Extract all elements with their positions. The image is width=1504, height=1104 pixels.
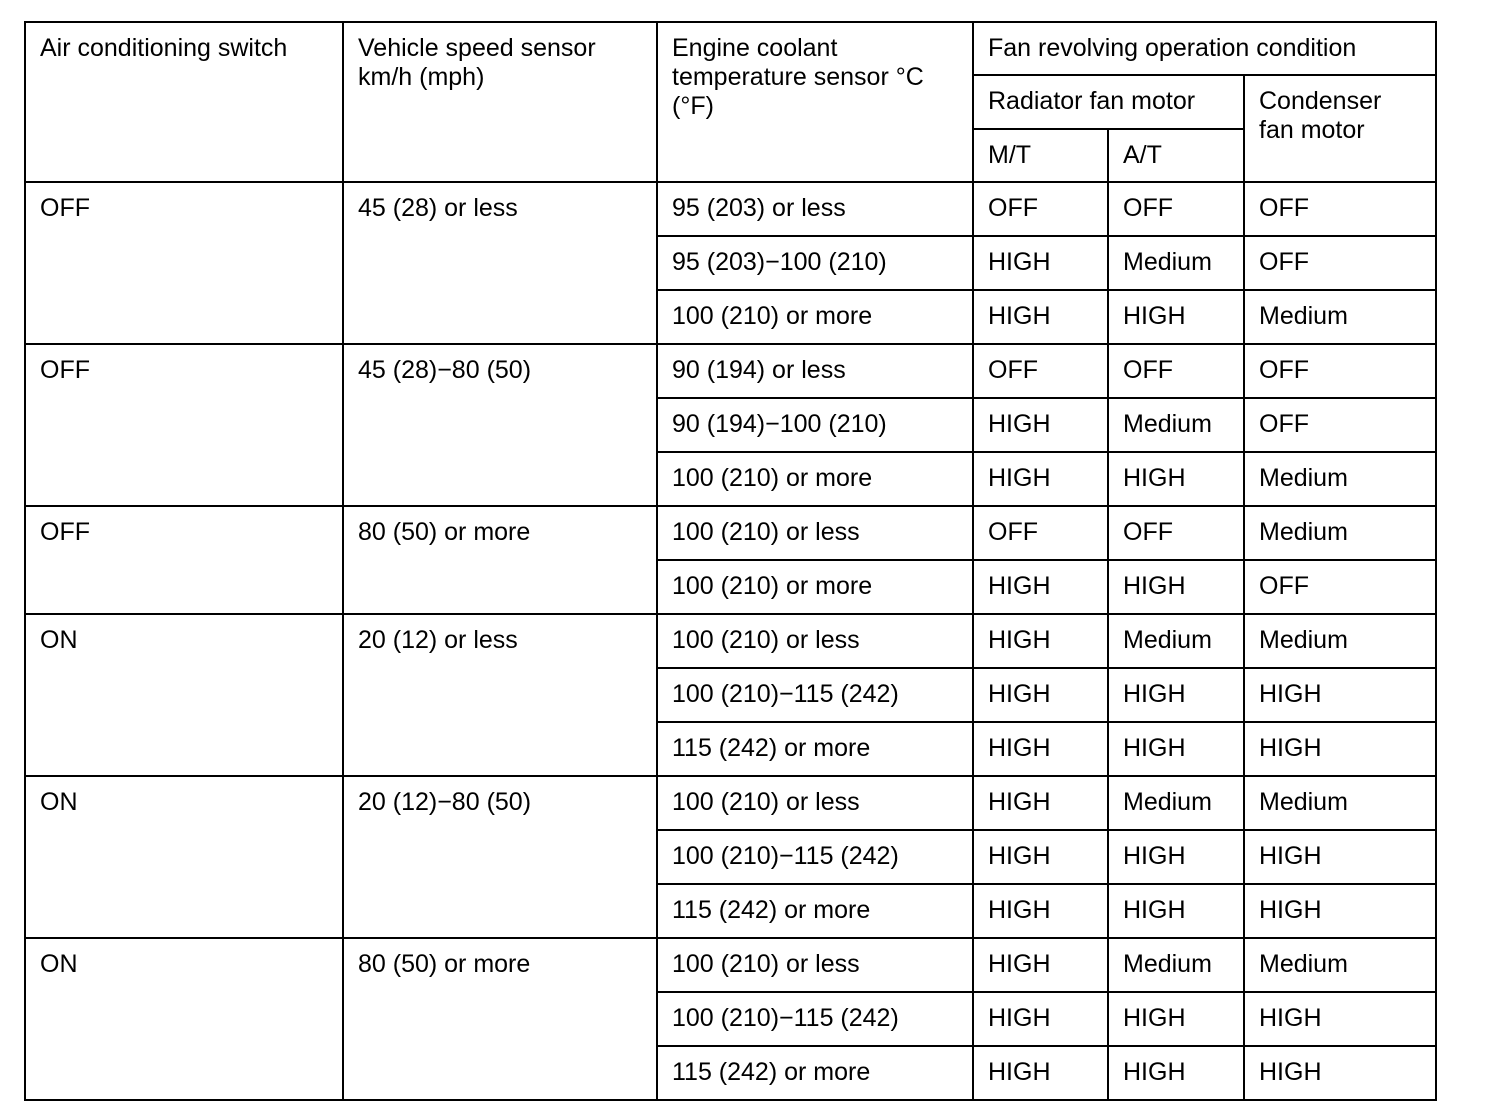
cell-radiator-mt: HIGH bbox=[973, 236, 1108, 290]
cell-coolant-temp: 100 (210) or less bbox=[657, 506, 973, 560]
table-row bbox=[25, 344, 1436, 398]
cell-condenser: Medium bbox=[1244, 614, 1436, 668]
cell-radiator-at: Medium bbox=[1108, 614, 1244, 668]
cell-coolant-temp: 100 (210)−115 (242) bbox=[657, 668, 973, 722]
header-fan-condition: Fan revolving operation condition bbox=[973, 22, 1436, 75]
cell-coolant-temp: 100 (210)−115 (242) bbox=[657, 992, 973, 1046]
cell-radiator-mt: HIGH bbox=[973, 614, 1108, 668]
cell-condenser: Medium bbox=[1244, 776, 1436, 830]
cell-radiator-at: Medium bbox=[1108, 938, 1244, 992]
cell-condenser: Medium bbox=[1244, 290, 1436, 344]
cell-coolant-temp: 90 (194) or less bbox=[657, 344, 973, 398]
cell-ac-switch: OFF bbox=[25, 506, 343, 614]
header-coolant-temp: Engine coolant temperature sensor °C (°F) bbox=[657, 22, 973, 182]
cell-radiator-at: OFF bbox=[1108, 182, 1244, 236]
cell-condenser: HIGH bbox=[1244, 884, 1436, 938]
cell-condenser: HIGH bbox=[1244, 992, 1436, 1046]
cell-coolant-temp: 100 (210) or less bbox=[657, 614, 973, 668]
cell-radiator-mt: HIGH bbox=[973, 668, 1108, 722]
cell-coolant-temp: 100 (210) or more bbox=[657, 290, 973, 344]
cell-radiator-mt: HIGH bbox=[973, 884, 1108, 938]
cell-coolant-temp: 100 (210) or less bbox=[657, 938, 973, 992]
cell-vehicle-speed: 45 (28) or less bbox=[343, 182, 657, 344]
cell-ac-switch: OFF bbox=[25, 182, 343, 344]
cell-radiator-at: HIGH bbox=[1108, 1046, 1244, 1100]
cell-condenser: HIGH bbox=[1244, 722, 1436, 776]
table-row bbox=[25, 614, 1436, 668]
cell-radiator-mt: HIGH bbox=[973, 1046, 1108, 1100]
cell-coolant-temp: 90 (194)−100 (210) bbox=[657, 398, 973, 452]
header-mt: M/T bbox=[973, 129, 1108, 182]
table-row bbox=[25, 938, 1436, 992]
table-row bbox=[25, 506, 1436, 560]
cell-radiator-mt: HIGH bbox=[973, 830, 1108, 884]
cell-coolant-temp: 100 (210) or less bbox=[657, 776, 973, 830]
cell-coolant-temp: 115 (242) or more bbox=[657, 722, 973, 776]
cell-ac-switch: OFF bbox=[25, 344, 343, 506]
cell-coolant-temp: 115 (242) or more bbox=[657, 884, 973, 938]
cell-coolant-temp: 100 (210)−115 (242) bbox=[657, 830, 973, 884]
cell-radiator-at: OFF bbox=[1108, 506, 1244, 560]
table-body bbox=[25, 182, 1436, 1100]
cell-radiator-mt: HIGH bbox=[973, 560, 1108, 614]
cell-radiator-mt: OFF bbox=[973, 344, 1108, 398]
cell-coolant-temp: 100 (210) or more bbox=[657, 560, 973, 614]
cell-radiator-mt: HIGH bbox=[973, 992, 1108, 1046]
cell-condenser: HIGH bbox=[1244, 1046, 1436, 1100]
header-condenser-fan: Condenser fan motor bbox=[1244, 75, 1436, 182]
cell-radiator-at: HIGH bbox=[1108, 830, 1244, 884]
cell-vehicle-speed: 20 (12)−80 (50) bbox=[343, 776, 657, 938]
cell-radiator-at: HIGH bbox=[1108, 884, 1244, 938]
cell-radiator-at: HIGH bbox=[1108, 992, 1244, 1046]
table-row bbox=[25, 182, 1436, 236]
cell-radiator-at: Medium bbox=[1108, 398, 1244, 452]
cell-condenser: HIGH bbox=[1244, 668, 1436, 722]
header-vehicle-speed: Vehicle speed sensor km/h (mph) bbox=[343, 22, 657, 182]
cell-radiator-mt: HIGH bbox=[973, 722, 1108, 776]
cell-condenser: Medium bbox=[1244, 938, 1436, 992]
cell-radiator-mt: HIGH bbox=[973, 290, 1108, 344]
cell-radiator-at: Medium bbox=[1108, 236, 1244, 290]
cell-radiator-mt: HIGH bbox=[973, 776, 1108, 830]
cell-coolant-temp: 95 (203) or less bbox=[657, 182, 973, 236]
cell-radiator-at: HIGH bbox=[1108, 722, 1244, 776]
cell-vehicle-speed: 45 (28)−80 (50) bbox=[343, 344, 657, 506]
cell-vehicle-speed: 80 (50) or more bbox=[343, 938, 657, 1100]
cell-condenser: Medium bbox=[1244, 506, 1436, 560]
cell-radiator-at: HIGH bbox=[1108, 452, 1244, 506]
header-radiator-fan: Radiator fan motor bbox=[973, 75, 1244, 129]
cell-vehicle-speed: 80 (50) or more bbox=[343, 506, 657, 614]
cell-coolant-temp: 95 (203)−100 (210) bbox=[657, 236, 973, 290]
cell-condenser: OFF bbox=[1244, 398, 1436, 452]
header-at: A/T bbox=[1108, 129, 1244, 182]
cell-radiator-at: HIGH bbox=[1108, 560, 1244, 614]
cell-radiator-mt: HIGH bbox=[973, 398, 1108, 452]
cell-radiator-at: OFF bbox=[1108, 344, 1244, 398]
cell-condenser: OFF bbox=[1244, 236, 1436, 290]
cell-condenser: Medium bbox=[1244, 452, 1436, 506]
cell-coolant-temp: 115 (242) or more bbox=[657, 1046, 973, 1100]
cell-radiator-at: HIGH bbox=[1108, 668, 1244, 722]
cell-condenser: OFF bbox=[1244, 182, 1436, 236]
cell-radiator-at: Medium bbox=[1108, 776, 1244, 830]
cell-ac-switch: ON bbox=[25, 614, 343, 776]
header-ac-switch: Air conditioning switch bbox=[25, 22, 343, 182]
cell-condenser: HIGH bbox=[1244, 830, 1436, 884]
cell-condenser: OFF bbox=[1244, 344, 1436, 398]
cell-radiator-mt: OFF bbox=[973, 182, 1108, 236]
cell-condenser: OFF bbox=[1244, 560, 1436, 614]
fan-operation-table bbox=[24, 21, 1437, 1101]
cell-radiator-mt: HIGH bbox=[973, 452, 1108, 506]
cell-ac-switch: ON bbox=[25, 776, 343, 938]
cell-ac-switch: ON bbox=[25, 938, 343, 1100]
cell-coolant-temp: 100 (210) or more bbox=[657, 452, 973, 506]
cell-radiator-at: HIGH bbox=[1108, 290, 1244, 344]
cell-radiator-mt: OFF bbox=[973, 506, 1108, 560]
table-header bbox=[25, 22, 1436, 182]
cell-vehicle-speed: 20 (12) or less bbox=[343, 614, 657, 776]
cell-radiator-mt: HIGH bbox=[973, 938, 1108, 992]
table-row bbox=[25, 776, 1436, 830]
